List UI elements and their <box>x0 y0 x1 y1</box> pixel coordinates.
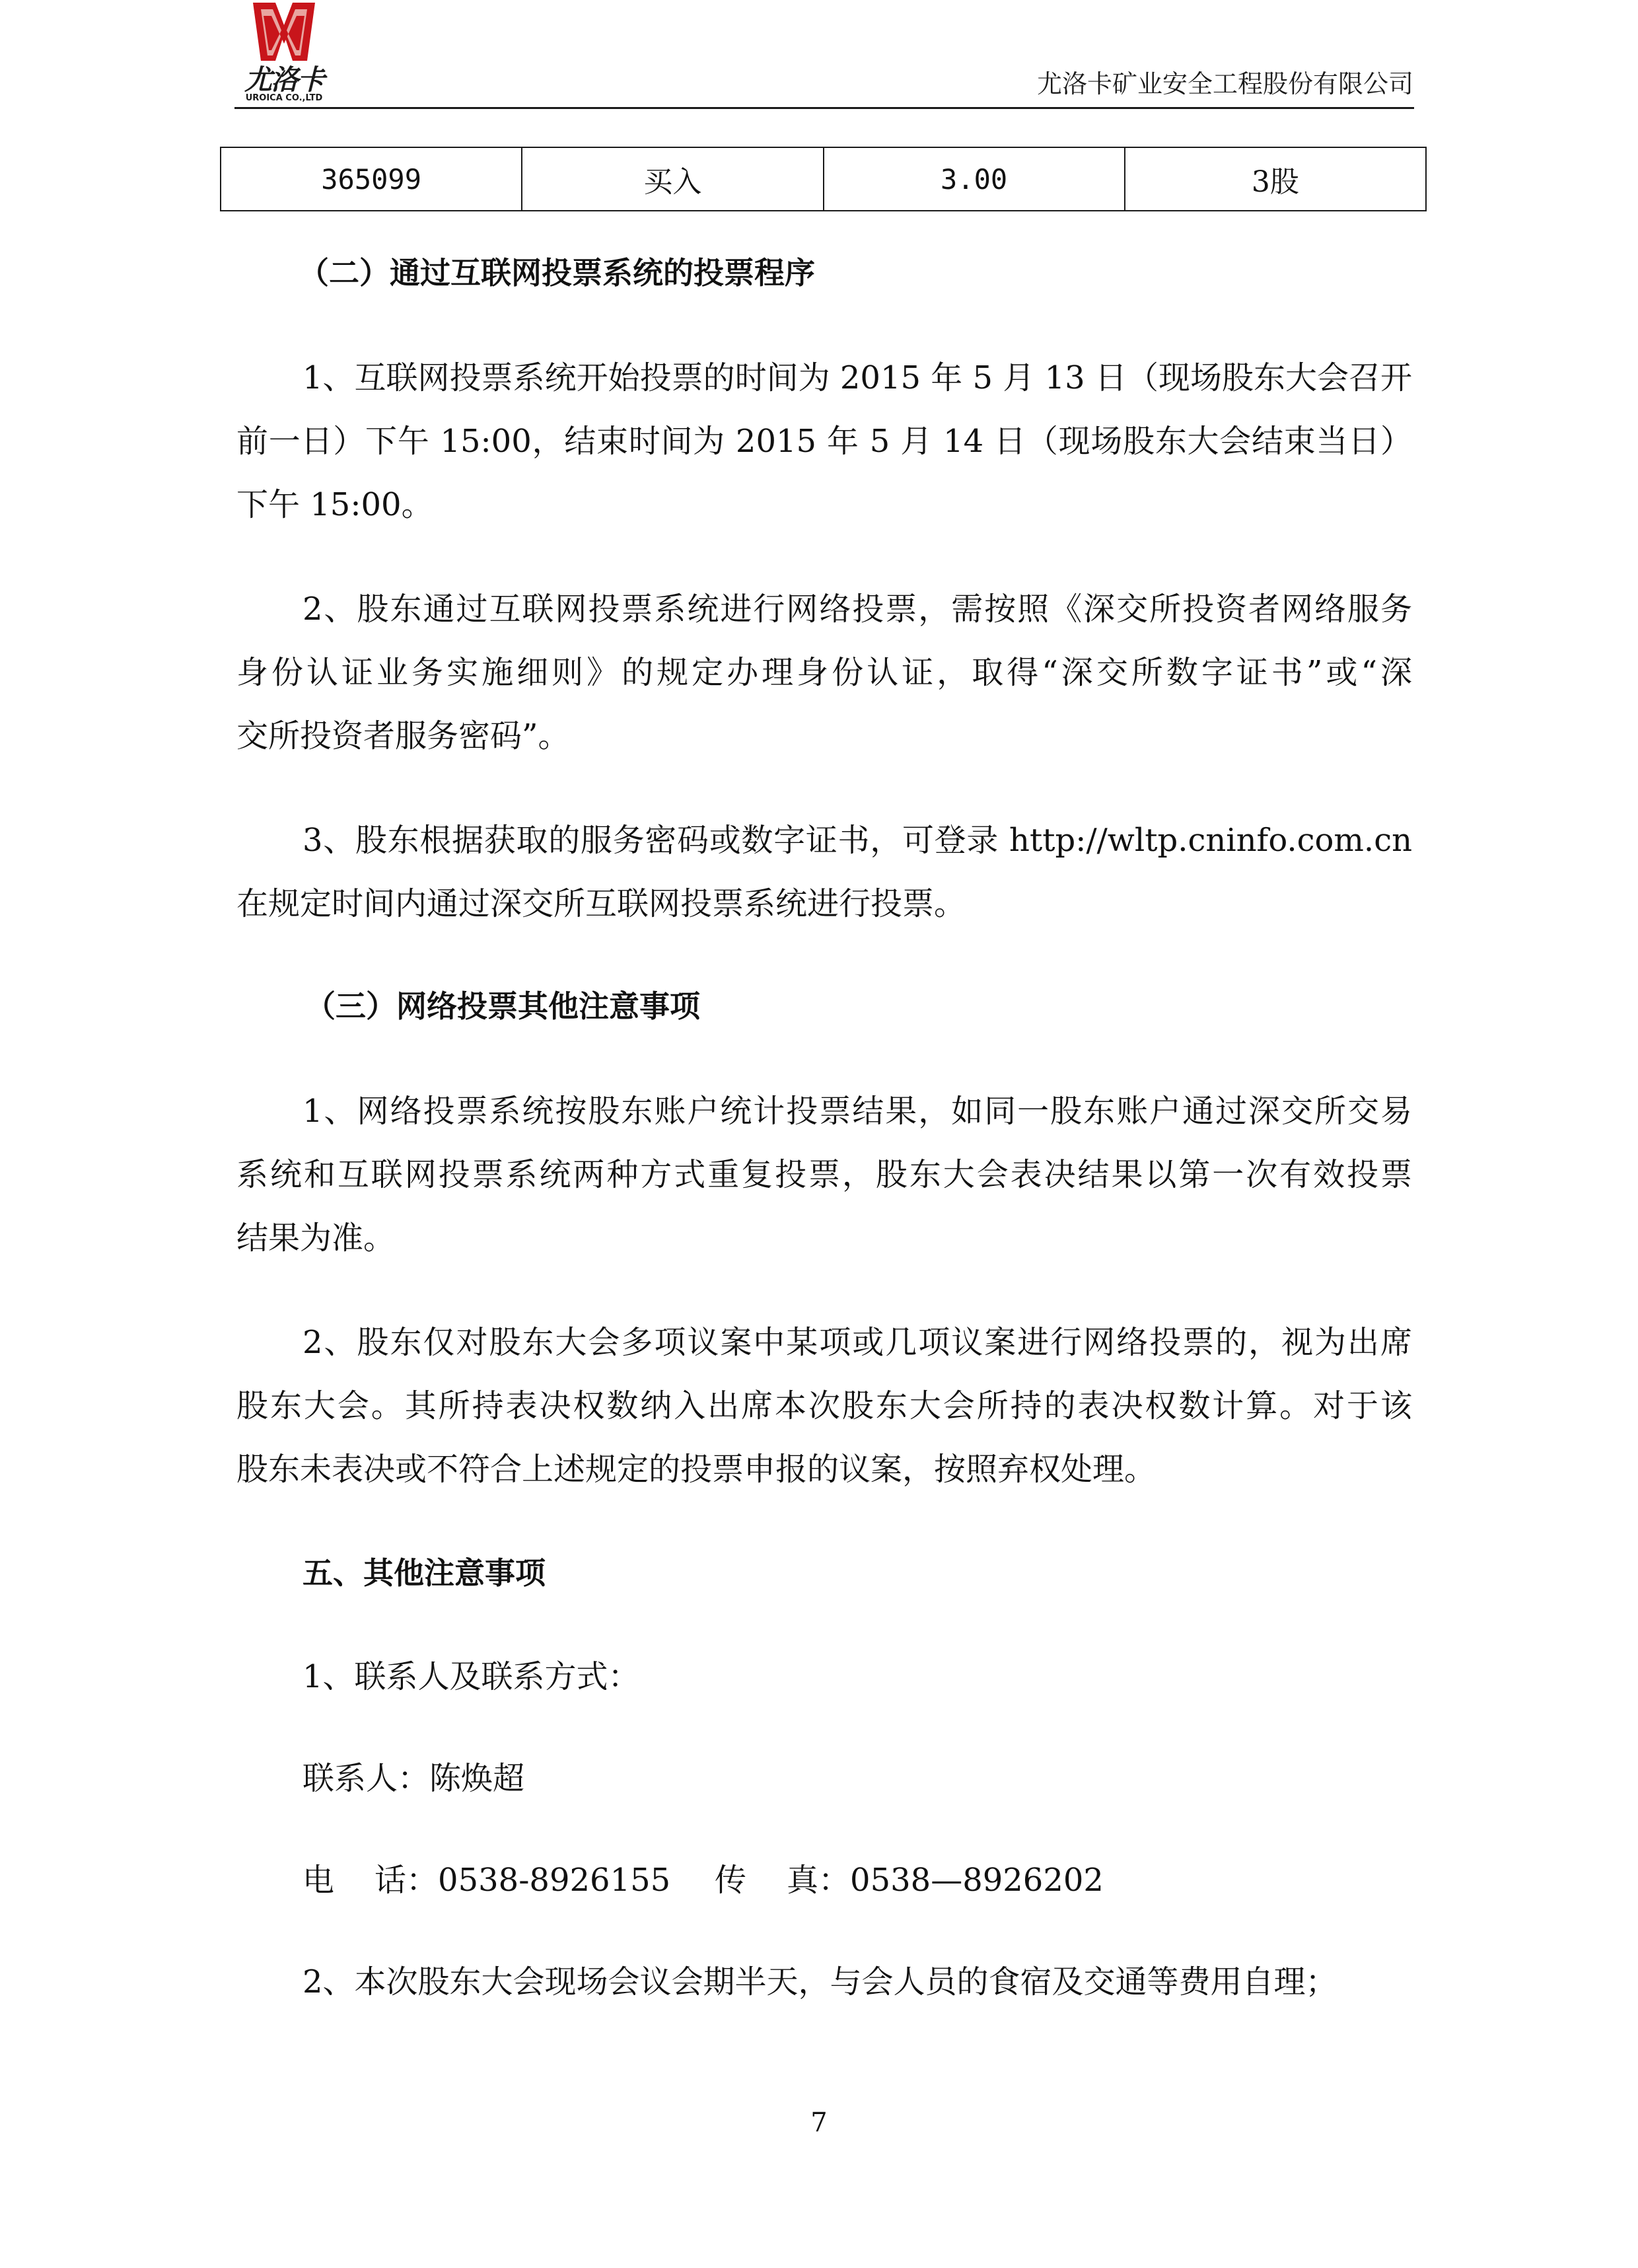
contact-person: 联系人：陈焕超 <box>303 1760 525 1797</box>
table-cell-code: 365099 <box>221 147 522 211</box>
paragraph-line: 下午 15:00。 <box>236 486 433 523</box>
contact-fax: 传 真：0538—8926202 <box>715 1862 1104 1899</box>
paragraph-line: 在规定时间内通过深交所互联网投票系统进行投票。 <box>236 885 966 922</box>
header-divider <box>234 107 1414 109</box>
logo-english-text: UROICA CO.,LTD <box>245 93 323 103</box>
paragraph-line: 系统和互联网投票系统两种方式重复投票，股东大会表决结果以第一次有效投票 <box>236 1156 1412 1193</box>
paragraph-line: 前一日）下午 15:00，结束时间为 2015 年 5 月 14 日（现场股东大会结束当日） <box>236 423 1412 460</box>
paragraph-line: 2、股东仅对股东大会多项议案中某项或几项议案进行网络投票的，视为出席 <box>303 1324 1412 1361</box>
section-heading-internet: （二）通过互联网投票系统的投票程序 <box>299 255 815 291</box>
logo-text: 尤洛卡 <box>244 63 324 96</box>
company-name: 尤洛卡矿业安全工程股份有限公司 <box>1036 69 1413 98</box>
paragraph-line: 2、股东通过互联网投票系统进行网络投票，需按照《深交所投资者网络服务 <box>303 591 1412 628</box>
paragraph-line: 结果为准。 <box>236 1220 396 1257</box>
paragraph-line: 1、网络投票系统按股东账户统计投票结果，如同一股东账户通过深交所交易 <box>303 1093 1412 1130</box>
logo-mark-icon <box>234 0 334 66</box>
paragraph-line: 股东未表决或不符合上述规定的投票申报的议案，按照弃权处理。 <box>236 1451 1157 1488</box>
meeting-expense-note: 2、本次股东大会现场会议会期半天，与会人员的食宿及交通等费用自理； <box>303 1963 1337 2000</box>
voting-code-table <box>220 147 1427 211</box>
table-cell-direction: 买入 <box>522 147 823 211</box>
paragraph-line: 交所投资者服务密码”。 <box>236 717 570 754</box>
table-cell-shares: 3股 <box>1125 147 1426 211</box>
paragraph-line: 股东大会。其所持表决权数纳入出席本次股东大会所持的表决权数计算。对于该 <box>236 1387 1412 1424</box>
page-number: 7 <box>810 2107 828 2138</box>
section-heading-other: （三）网络投票其他注意事项 <box>305 988 700 1024</box>
section-heading-five: 五、其他注意事项 <box>303 1555 546 1591</box>
paragraph-line: 3、股东根据获取的服务密码或数字证书，可登录 http://wltp.cninfo.com.cn <box>303 822 1412 859</box>
paragraph-line: 1、互联网投票系统开始投票的时间为 2015 年 5 月 13 日（现场股东大会召开 <box>303 359 1412 396</box>
contact-intro: 1、联系人及联系方式： <box>303 1658 640 1695</box>
paragraph-line: 身份认证业务实施细则》的规定办理身份认证，取得“深交所数字证书”或“深 <box>236 654 1412 691</box>
table-row <box>221 147 1426 211</box>
contact-phone: 电 话：0538-8926155 <box>303 1862 671 1899</box>
table-cell-price: 3.00 <box>824 147 1125 211</box>
